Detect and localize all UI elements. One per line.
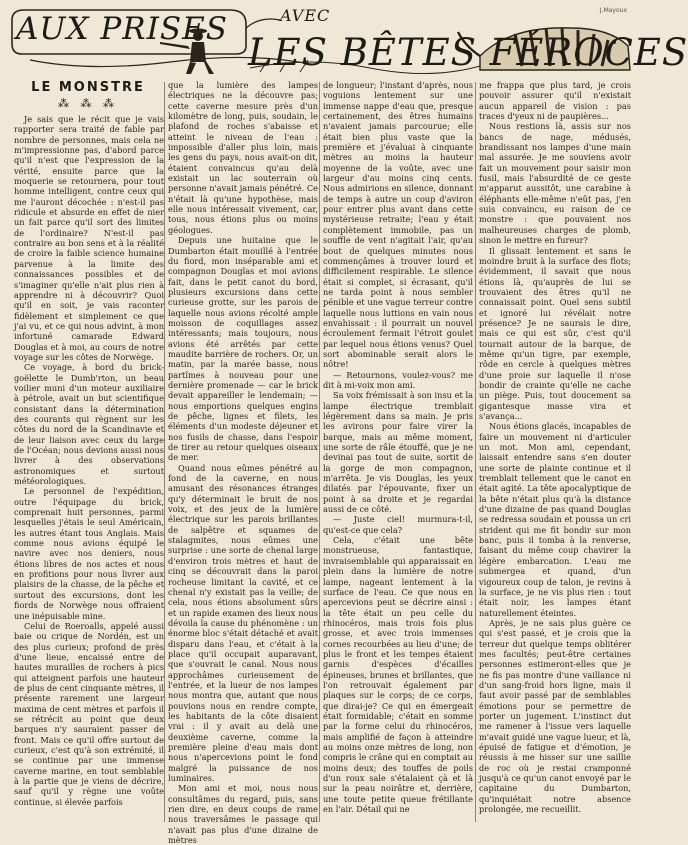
- column-divider: [319, 82, 320, 822]
- paragraph: Il glissait lentement et sans le moindre bruit à la surface des flots; évidemment, il savait que nous étions là, qu'auprès de lui se trouvaient des êtres qu'il ne connaissait point. Quel sens subtil et ignoré lui révélait notre présence? Je ne saurais le dire, mais ce qui est sûr, c'est qu'il tournait autour de la barque, de même qu'un tigre, par exemple, rôde en cercle à quelques mètres d'une proie sur laquelle il n'ose bondir de crainte qu'elle ne cache un piège. Puis, tout doucement sa gigantesque masse vira et s'avança...: [479, 245, 631, 421]
- paragraph: de longueur; l'instant d'après, nous voguions lentement sur une immense nappe d'eau que, presque certainement, des êtres humains n'avaient jamais parcourue; elle était bien plus vaste que la première et j'évaluai à cinquante mètres au moins la hauteur moyenne de la voûte, avec une largeur d'au moins cinq cents. Nous admirions en silence, donnant de temps à autre un coup d'aviron pour entrer plus avant dans cette mystérieuse retraite; l'eau y était complètement immobile, pas un souffle de vent n'agitait l'air, qu'au bout de quelques minutes nous commençâmes à trouver lourd et difficilement respirable. Le silence était si complet, si écrasant, qu'il ne tarda point à nous sembler pénible et une vague terreur contre laquelle nous luttions en vain nous envahissait : il pourrait un nouvel écroulement fermait l'étroit goulet par lequel nous étions venus? Quel sort abominable serait alors le nôtre!: [323, 80, 473, 370]
- paragraph: Celui de Roeroalls, appelé aussi baie ou crique de Nordén, est un des plus curieux; profond de près d'une lieue, encaissé entre de hautes murailles de rochers à pics qui atteignent parfois une hauteur de plus de cent cinquante mètres, il présente rarement une largeur maxima de cent mètres et parfois il se rétrécit au point que deux barques n'y sauraient passer de front. Mais ce qu'il offre surtout de curieux, c'est qu'à son extrémité, il se continue par une immense caverne marine, en tout semblable à la partie que je viens de décrire, sauf qu'il y règne une voûte continue, si élevée parfois: [14, 620, 164, 807]
- column-divider: [164, 82, 165, 822]
- paragraph: Le personnel de l'expédition, outre l'équipage du brick, comprenait huit personnes, parmi lesquelles j'étais le seul Américain, les autres étant tous Anglais. Mais comme nous avions équipé le navire avec nos deniers, nous étions libres de nos actes et nous en profitions pour nous livrer aux plaisirs de la chasse, de la pêche et surtout des excursions, dont les fiords de Norwège nous offraient une inépuisable mine.: [14, 486, 164, 621]
- article-column-3: [323, 80, 473, 822]
- paragraph: Quand nous eûmes pénétré au fond de la caverne, en nous amusant des résonances étranges qu'y déterminait le bruit de nos voix, et des jeux de la lumière électrique sur les parois brillantes de salpêtre et squames de stalagmites, nous eûmes une surprise : une sorte de chenal large d'environ trois mètres et haut de cinq se découvrait dans la paroi rocheuse limitant la cavité, et ce chenal n'y existait pas la veille; de cela, nous étions absolument sûrs et un rapide examen des lieux nous dévoila la cause du phénomène : un énorme bloc s'était détaché et avait disparu dans l'eau, et c'était à la place qu'il occupait auparavant, que s'ouvrait le canal. Nous nous approchâmes curieusement de l'entrée, et la lueur de nos lampes nous montra que, autant que nous pouvions nous en rendre compte, les habitants de la côte disaient vrai : il y avait au delà une deuxième caverne, comme la première pleine d'eau mais dont nous n'apercevions point le fond malgré la puissance de nos luminaires.: [168, 462, 318, 784]
- paragraph: Je sais que le récit que je vais rapporter sera traité de fable par nombre de personnes, mais cela ne m'impressionne pas, d'abord parce qu'il n'est que l'expression de la vérité, ensuite parce que la moquerie se retournera, pour tout homme intelligent, contre ceux qui me l'auront décochée : n'est-il pas ridicule et absurde en effet de nier un fait parce qu'il sort des limites de l'ordinaire? N'est-il pas contraire au bon sens et à la réalité de croire la faible science humaine parvenue à la limite des connaissances possibles et de s'imaginer qu'elle n'ait plus rien à apprendre ni à découvrir? Quoi qu'il en soit, je vais raconter fidèlement et simplement ce que j'ai vu, et ce qui nous advint, à mon infortuné camarade Edward Douglas et à moi, au cours de notre voyage sur les côtes de Norwège.: [14, 114, 164, 362]
- paragraph: Mon ami et moi, nous nous consultâmes du regard, puis, sans rien dire, en deux coups de rame nous traversâmes le passage qui n'avait pas plus d'une dizaine de mètres: [168, 783, 318, 845]
- article-column-1: [14, 114, 164, 822]
- paragraph: Nous restions là, assis sur nos bancs de nage, médusés, brandissant nos lampes d'une main mal assurée. Je me souviens avoir fait un mouvement pour saisir mon fusil, mais l'absurdité de ce geste m'apparut aussitôt, une carabine à éléphants elle-même n'eût pas, j'en suis convaincu, eu raison de ce monstre : que pouvaient nos malheureuses charges de plomb, sinon le mettre en fureur?: [479, 121, 631, 246]
- title-ornament: ⁂ ⁂ ⁂: [58, 97, 118, 110]
- column-divider: [475, 82, 476, 822]
- article-title: LE MONSTRE: [31, 80, 145, 95]
- paragraph: Après, je ne sais plus guère ce qui s'est passé, et je crois que la terreur dut quelque temps oblitérer mes facultés; peut-être certaines personnes estimeront-elles que je ne fis pas montre d'une vaillance ni d'un sang-froid hors ligne, mais il faut avoir passé par de semblables émotions pour se permettre de porter un jugement. L'instinct dut me ramener à l'issue vers laquelle m'avait guidé une vague lueur, et là, épuisé de fatigue et d'émotion, je réussis à me hisser sur une saillie de roc où je restai cramponné jusqu'à ce qu'un canot envoyé par le capitaine du Dumbarton, qu'inquiétait notre absence prolongée, me recueillit.: [479, 617, 631, 815]
- header-banner: [10, 6, 688, 76]
- article-column-4: [479, 80, 631, 822]
- paragraph: Cela, c'était une bête monstrueuse, fantastique, invraisemblable qui apparaissait en plein dans la lumière de notre lampe, nageant lentement à la surface de l'eau. Ce que nous en apercevions peut se décrire ainsi : la tête était un peu celle du rhinocéros, mais trois fois plus grosse, et avec trois immenses cornes recourbées au lieu d'une; de plus le front et les tempes étaient garnis d'espèces d'écailles épineuses, brunes et brillantes, que l'on retrouvait également par plaques sur le corps; de ce corps, que dirai-je? Ce qui en émergeait était formidable; c'était en somme par la forme celui du rhinocéros, mais amplifié de façon à atteindre au moins onze mètres de long, non compris le crâne qui en comptait au moins deux; des touffes de poils d'un roux sale s'étalaient çà et là sur la peau noirâtre et, derrière, une toute petite queue frétillante en l'air. Détail qui ne: [323, 535, 473, 815]
- illustrator-signature: J.Mayoux: [599, 7, 627, 14]
- paragraph: Sa voix frémissait à son insu et la lampe électrique tremblait légèrement dans sa main. Je pris les avirons pour faire virer la barque, mais au même moment, une sorte de râle étouffé, que je ne devinai pas tout de suite, sortit de la gorge de mon compagnon, m'arrêta. Je vis Douglas, les yeux dilatés par l'épouvante, fixer un point à sa droite et je regardai aussi de ce côté.: [323, 390, 473, 515]
- article-column-2: [168, 80, 318, 845]
- paragraph: Nous étions glacés, incapables de faire un mouvement ni d'articuler un mot. Mon ami, cependant, laissait entendre sans s'en douter une sorte de plainte continue et il tremblait tellement que le canot en était agité. La tête apocalyptique de la bête n'était plus qu'à la distance d'une dizaine de pas quand Douglas se redressa soudain et poussa un cri strident qui me fit bondir sur mon banc, puis il tomba à la renverse, faisant du même coup chavirer la légère embarcation. L'eau me submergea et quand, d'un vigoureux coup de talon, je revins à la surface, je ne vis plus rien : tout était noir, les lampes étant naturellement éteintes.: [479, 421, 631, 618]
- paragraph: me frappa que plus tard, je crois pouvoir assurer qu'il n'existait aucun appareil de vision : pas traces d'yeux ni de paupières...: [479, 80, 631, 122]
- banner-title-line-1: AUX PRISES: [16, 11, 228, 47]
- paragraph: Depuis une huitaine que le Dumbarton était mouillé à l'entrée du fiord, mon inséparable ami et compagnon Douglas et moi avions fait, dans le petit canot du bord, plusieurs excursions dans cette curieuse grotte, sur les parois de laquelle nous avions récolté ample moisson de coquillages assez intéressants; mais toujours, nous avions été arrêtés par cette maudite barrière de rochers. Or, un matin, par la marée basse, nous partîmes à nouveau pour une dernière promenade — car le brick devait appareiller le lendemain; — nous emportions quelques engins de pêche, lignes et filets, les éléments d'un modeste déjeuner et nos fusils de chasse, dans l'espoir de tirer au retour quelques oiseaux de mer.: [168, 235, 318, 463]
- banner-title-line-2: AVEC: [280, 6, 331, 25]
- paragraph: Ce voyage, à bord du brick-goëlette le Dumb'rton, un beau voilier muni d'un moteur auxiliaire à pétrole, avait un but scientifique consistant dans la détermination des courants qui règnent sur les côtes du nord de la Scandinavie et de leur liaison avec ceux du large de l'Océan; nous devions aussi nous livrer à des observations astronomiques et surtout météorologiques.: [14, 362, 164, 487]
- paragraph: — Retournons, voulez-vous? me dit à mi-voix mon ami.: [323, 369, 473, 390]
- paragraph: — Juste ciel! murmura-t-il, qu'est-ce que cela?: [323, 514, 473, 535]
- paragraph: que la lumière des lampes électriques ne la découvre pas; cette caverne mesure près d'un kilomètre de long, puis, soudain, le plafond de roches s'abaisse et atteint le niveau de l'eau : impossible d'aller plus loin, mais les gens du pays, nous avait-on dit, étaient convaincus qu'au delà existait un lac souterrain où personne n'avait jamais pénétré. Ce n'était là qu'une hypothèse, mais elle nous intéressait vivement, car, tous, nous étions plus ou moins géologues.: [168, 80, 318, 235]
- banner-title-line-3: LES BÊTES FÉROCES: [248, 31, 688, 74]
